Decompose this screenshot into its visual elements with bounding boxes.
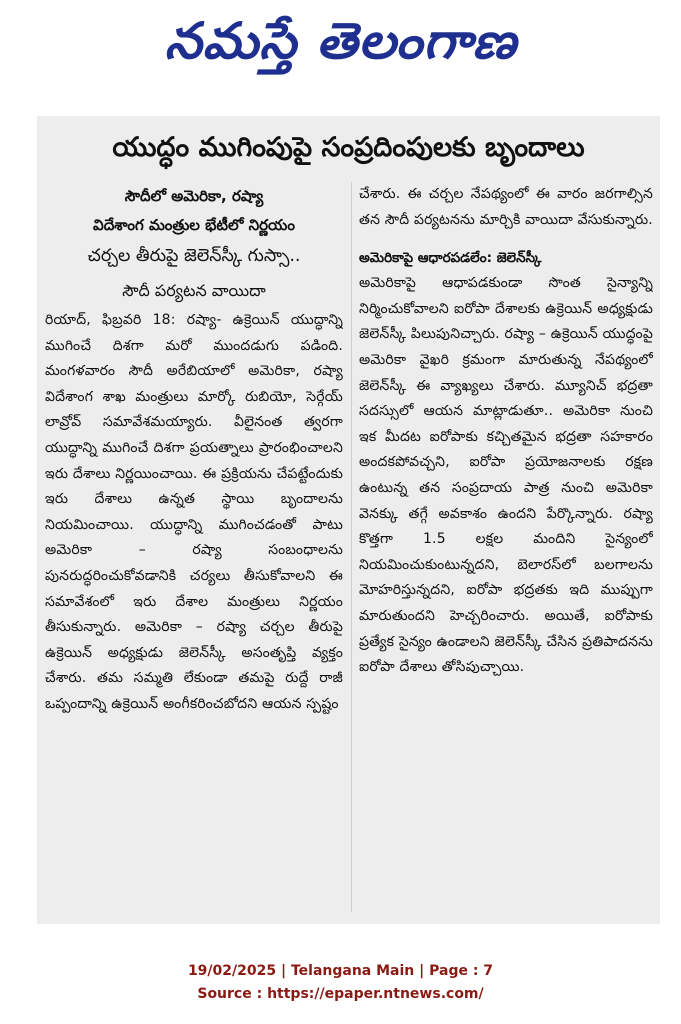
right-body-text-1: చేశారు. ఈ చర్చల నేపథ్యంలో ఈ వారం జరగాల్సిన తన సౌదీ పర్యటనను మార్చికి వాయిదా వేసుకున్నారు. (359, 186, 653, 228)
left-body-text: రియాద్, ఫిబ్రవరి 18: రష్యా- ఉక్రెయిన్ యుద్ధాన్ని ముగించే దిశగా మరో ముందడుగు పడింది. మంగళవారం సౌదీ అరేబియాలో అమెరికా, రష్యా విదేశాంగ శాఖ మంత్రులు మార్కో రుబియో, సెర్గేయ్ లావ్రోవ్ సమావేశమయ్యారు. వీలైనంత త్వరగా యుద్ధాన్ని ముగించే దిశగా ప్రయత్నాలు ప్రారంభించాలని ఇరు దేశాలు నిర్ణయించాయి. ఈ ప్రక్రియను చేపట్టేందుకు ఇరు దేశాలు ఉన్నత స్థాయి బృందాలను నియమించాయి. యుద్ధాన్ని ముగించడంతో పాటు అమెరికా – రష్యా సంబంధాలను పునరుద్ధరించుకోవడానికి చర్యలు తీసుకోవాలని ఈ సమావేశంలో ఇరు దేశాల మంత్రులు నిర్ణయం తీసుకున్నారు. అమెరికా – రష్యా చర్చల తీరుపై ఉక్రెయిన్ అధ్యక్షుడు జెలెన్‌స్కీ అసంతృప్తి వ్యక్తం చేశారు. తమ సమ్మతి లేకుండా తమపై రుద్దే రాజీ ఒప్పందాన్ని ఉక్రెయిన్ అంగీకరించబోదని ఆయన స్పష్టం (45, 312, 343, 712)
crosshead: అమెరికాపై ఆధారపడలేం: జెలెన్‌స్కీ (359, 250, 542, 267)
right-column (359, 182, 653, 918)
footer-source-link[interactable]: Source : https://epaper.ntnews.com/ (197, 986, 484, 1002)
footer-date-page: 19/02/2025 | Telangana Main | Page : 7 (187, 963, 494, 979)
deck-line-2: విదేశాంగ మంత్రుల భేటీలో నిర్ణయం (93, 216, 295, 234)
deck-line-1: సౌదీలో అమెరికా, రష్యా (124, 187, 264, 205)
column-divider (351, 182, 352, 912)
subheading-2: సౌదీ పర్యటన వాయిదా (122, 281, 266, 300)
right-body-text-2: అమెరికాపై ఆధాపడకుండా సొంత సైన్యాన్ని నిర్మించుకోవాలని ఐరోపా దేశాలకు ఉక్రెయిన్ అధ్యక్షుడు జెలెన్‌స్కీ పిలుపునిచ్చారు. రష్యా – ఉక్రెయిన్ యుద్ధంపై అమెరికా వైఖరి క్రమంగా మారుతున్న నేపథ్యంలో జెలెన్‌స్కీ ఈ వ్యాఖ్యలు చేశారు. మ్యూనిచ్ భద్రతా సదస్సులో ఆయన మాట్లాడుతూ.. అమెరికా నుంచి ఇక మీదట ఐరోపాకు కచ్చితమైన భద్రతా సహకారం అందకపోవచ్చని, ఐరోపా ప్రయోజనాలకు రక్షణ ఉంటున్న తన సంప్రదాయ పాత్ర నుంచి అమెరికా వెనక్కు తగ్గే అవకాశం ఉందని పేర్కొన్నారు. రష్యా కొత్తగా 1.5 లక్షల మందిని సైన్యంలో నియమించుకుంటున్నదని, బెలారస్‌లో బలగాలను మోహరిస్తున్నదని, ఐరోపా భద్రతకు ఇది ముప్పుగా మారుతుందని హెచ్చరించారు. అయితే, ఐరోపాకు ప్రత్యేక సైన్యం ఉండాలని జెలెన్‌స్కీ చేసిన ప్రతిపాదనను ఐరోపా దేశాలు తోసిపుచ్చాయి. (359, 275, 653, 676)
newspaper-masthead (0, 6, 681, 76)
subheading: చర్చల తీరుపై జెలెన్‌స్కీ గుస్సా.. (87, 246, 301, 266)
masthead-title: నమస్తే తెలంగాణ (164, 11, 517, 70)
left-column (45, 182, 343, 918)
news-clipping (37, 116, 660, 924)
article-headline: యుద్ధం ముగింపుపై సంప్రదింపులకు బృందాలు (112, 132, 585, 163)
